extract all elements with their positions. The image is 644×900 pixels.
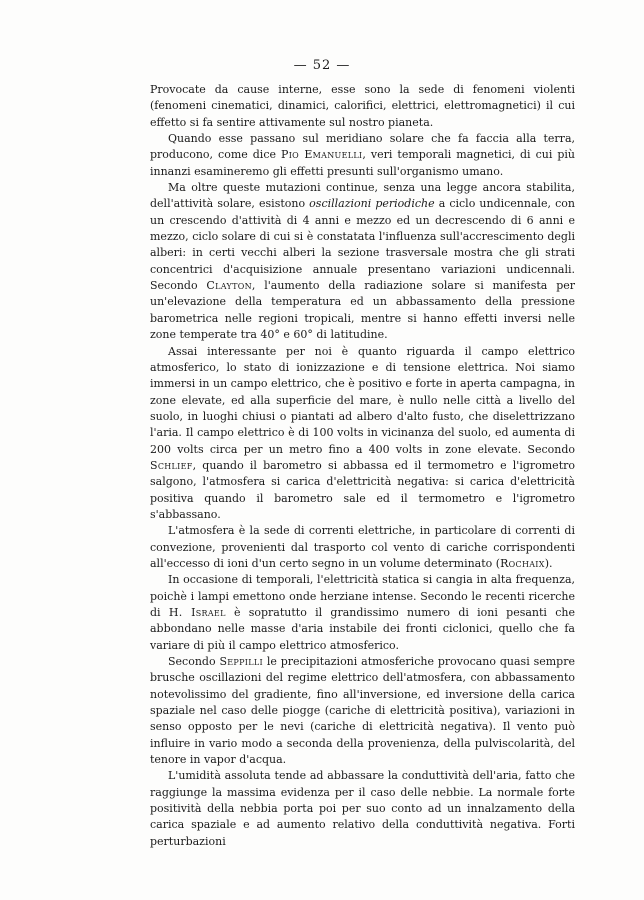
text-run: Quando esse passano sul meridiano solare che fa faccia alla terra, producono, come dice (150, 132, 575, 162)
text-run: L'umidità assoluta tende ad abbassare la conduttività dell'aria, fatto che raggiunge la massima evidenza per il caso delle nebbie. La normale forte positività della nebbia porta poi per suo conto ad un innalzamento della carica spaziale e ad aumento relativo della conduttività negativa. Forti perturbazioni (150, 769, 575, 848)
body-text (150, 82, 575, 850)
text-run: Secondo (168, 655, 220, 669)
author-name: H. Israel (168, 606, 226, 619)
text-run: , quando il barometro si abbassa ed il termometro e l'igrometro salgono, l'atmosfera si carica d'elettricità negativa: si carica d'elettricità positiva quando il barometro sale ed il termometro e l'igrometro s'abbassano. (150, 458, 575, 521)
text-run: L'atmosfera è la sede di correnti elettriche, in particolare di correnti di convezione, provenienti dal trasporto col vento di cariche corrispondenti all'eccesso di ioni d'un certo segno in un volume determinato ( (150, 524, 575, 570)
page-number: — 52 — (293, 58, 351, 73)
text-run: ). (544, 556, 553, 570)
author-name: Schlief (150, 458, 193, 472)
text-run: Ma oltre queste mutazioni continue, senza una legge ancora stabilita, dell'attività solare, esistono (150, 181, 575, 211)
author-name: Pio Emanuelli (281, 148, 363, 162)
paragraph-5 (150, 523, 575, 572)
text-run: , veri temporali magnetici, di cui più innanzi esamineremo gli effetti presunti sull'organismo umano. (150, 148, 575, 178)
author-name: Seppilli (219, 655, 263, 669)
author-name: Rochaix (500, 556, 545, 570)
text-run: a ciclo undicennale, con un crescendo d'attività di 4 anni e mezzo ed un decrescendo di 6 anni e mezzo, ciclo solare di cui si è constatata l'influenza sull'accrescimento degli alberi: in certi vecchi alberi la sezione trasversale mostra che gli strati concentrici d'acquisizione annuale presentano variazioni undicennali. Secondo (150, 197, 576, 293)
text-run: , l'aumento della radiazione solare si manifesta per un'elevazione della temperatura ed un abbassamento della pressione barometrica nelle regioni tropicali, mentre si hanno effetti inversi nelle zone temperate tra 40° e 60° di latitudine. (150, 279, 575, 342)
paragraph-6 (150, 572, 575, 654)
author-name: Clayton (206, 279, 252, 293)
paragraph-1 (150, 82, 575, 131)
paragraph-4 (150, 344, 575, 524)
paragraph-8 (150, 768, 575, 850)
paragraph-7 (150, 654, 575, 768)
text-run: In occasione di temporali, l'elettricità statica si cangia in alta frequenza, poichè i lampi emettono onde herziane intense. Secondo le recenti ricerche di (150, 573, 575, 619)
paragraph-2 (150, 131, 575, 180)
italic-term: oscillazioni periodiche (309, 197, 435, 211)
text-run: Assai interessante per noi è quanto riguarda il campo elettrico atmosferico, lo stato di ionizzazione e di tensione elettrica. Noi siamo immersi in un campo elettrico, che è positivo e forte in aperta campagna, in zone elevate, ed alla superficie del mare, è nullo nelle città a livello del suolo, in luoghi chiusi o piantati ad albero d'alto fusto, che diselettrizzano l'aria. Il campo elettrico è di 100 volts in vicinanza del suolo, ed aumenta di 200 volts circa per un metro fino a 400 volts in zone elevate. Secondo (150, 344, 575, 456)
text-run: è sopratutto il grandissimo numero di ioni pesanti che abbondano nelle masse d'aria instabile dei fronti ciclonici, quello che fa variare di più il campo elettrico atmosferico. (150, 606, 575, 652)
paragraph-3 (150, 180, 575, 343)
text-run: le precipitazioni atmosferiche provocano quasi sempre brusche oscillazioni del regime elettrico dell'atmosfera, con abbassamento notevolissimo del gradiente, fino all'inversione, ed inversione della carica spaziale nel caso delle piogge (cariche di elettricità positiva), variazioni in senso opposto per le nevi (cariche di elettricità negativa). Il vento può influire in vario modo a seconda della provenienza, della pulviscolarità, del tenore in vapor d'acqua. (150, 655, 575, 767)
text-run: Provocate da cause interne, esse sono la sede di fenomeni violenti (fenomeni cinematici, dinamici, calorifici, elettrici, elettromagnetici) il cui effetto si fa sentire attivamente sul nostro pianeta. (150, 83, 575, 129)
